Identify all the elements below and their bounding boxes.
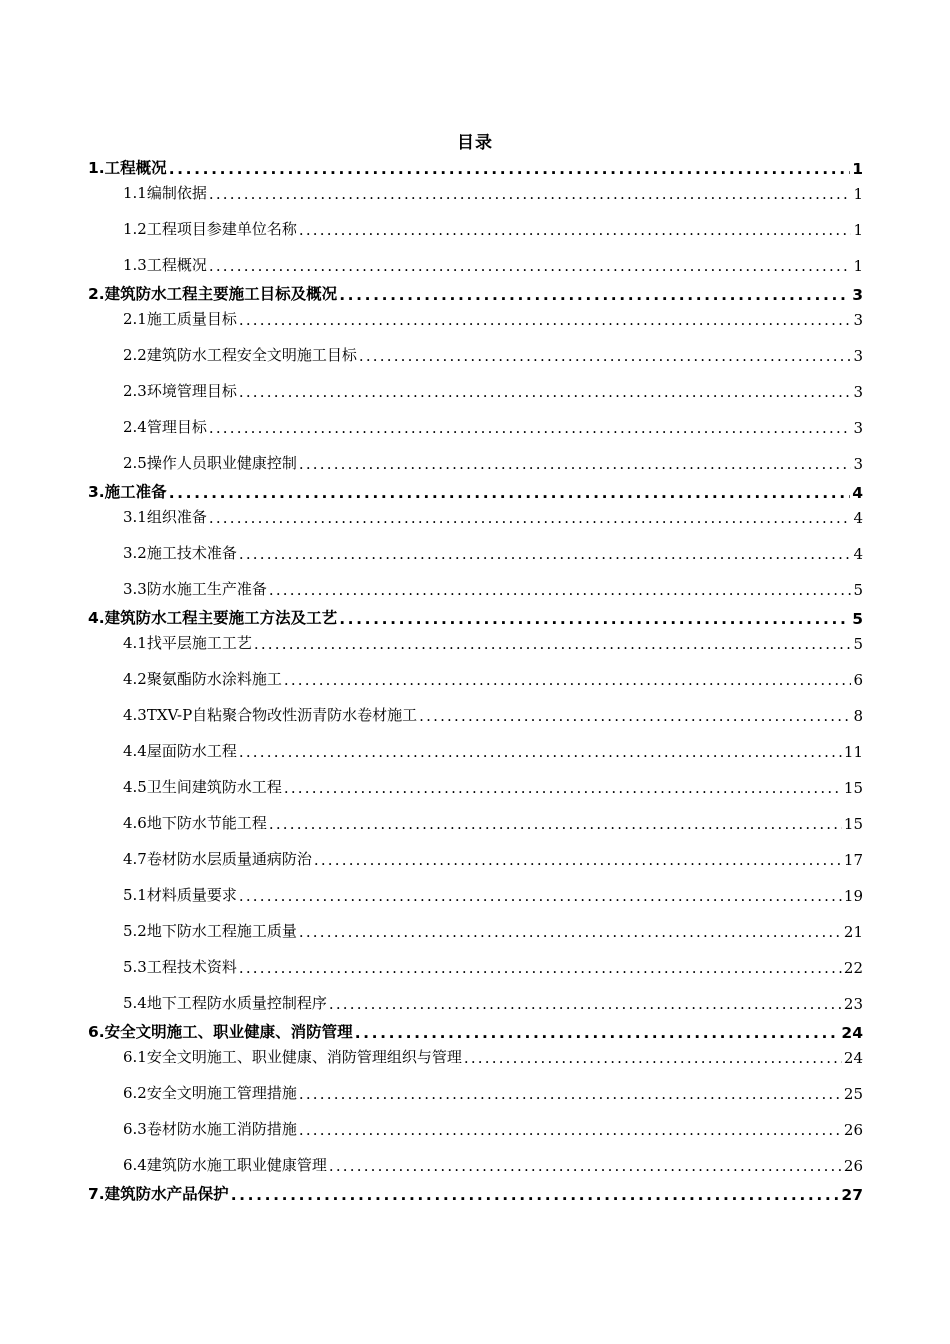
toc-entry-label: 3.2施工技术准备 <box>123 544 237 562</box>
toc-section-entry[interactable] <box>88 150 863 179</box>
toc-entry-label: 5.4地下工程防水质量控制程序 <box>123 994 327 1012</box>
toc-page-number: 6 <box>853 671 863 689</box>
toc-section-entry[interactable] <box>88 1014 863 1043</box>
table-of-contents <box>88 150 863 1205</box>
toc-page-number: 1 <box>853 185 863 203</box>
toc-subsection-entry[interactable] <box>88 906 863 942</box>
toc-subsection-entry[interactable] <box>88 179 863 204</box>
toc-page-number: 22 <box>843 959 863 977</box>
toc-dot-leader <box>239 959 842 978</box>
toc-entry-label: 5.3工程技术资料 <box>123 958 237 976</box>
toc-section-entry[interactable] <box>88 474 863 503</box>
toc-page-number: 5 <box>853 581 863 599</box>
toc-dot-leader <box>339 286 850 305</box>
toc-subsection-entry[interactable] <box>88 305 863 330</box>
toc-subsection-entry[interactable] <box>88 762 863 798</box>
toc-subsection-entry[interactable] <box>88 690 863 726</box>
toc-dot-leader <box>329 1157 842 1176</box>
toc-entry-label: 1.工程概况 <box>88 159 167 177</box>
toc-subsection-entry[interactable] <box>88 438 863 474</box>
toc-dot-leader <box>269 815 842 834</box>
toc-page-number: 5 <box>852 610 863 628</box>
toc-dot-leader <box>464 1049 842 1068</box>
toc-subsection-entry[interactable] <box>88 204 863 240</box>
toc-dot-leader <box>239 383 851 402</box>
toc-page-number: 1 <box>853 257 863 275</box>
toc-page-number: 24 <box>841 1024 863 1042</box>
toc-page-number: 27 <box>841 1186 863 1204</box>
toc-subsection-entry[interactable] <box>88 726 863 762</box>
toc-page-number: 15 <box>843 779 863 797</box>
toc-subsection-entry[interactable] <box>88 564 863 600</box>
toc-page-number: 4 <box>853 545 863 563</box>
toc-entry-label: 5.1材料质量要求 <box>123 886 237 904</box>
toc-page-number: 3 <box>853 311 863 329</box>
toc-dot-leader <box>419 707 851 726</box>
toc-entry-label: 3.3防水施工生产准备 <box>123 580 267 598</box>
toc-dot-leader <box>339 610 850 629</box>
toc-dot-leader <box>284 779 842 798</box>
toc-subsection-entry[interactable] <box>88 503 863 528</box>
toc-entry-label: 4.建筑防水工程主要施工方法及工艺 <box>88 609 338 627</box>
toc-dot-leader <box>209 419 851 438</box>
toc-page-number: 19 <box>843 887 863 905</box>
toc-entry-label: 6.4建筑防水施工职业健康管理 <box>123 1156 327 1174</box>
toc-subsection-entry[interactable] <box>88 654 863 690</box>
toc-dot-leader <box>299 221 851 240</box>
toc-entry-label: 4.2聚氨酯防水涂料施工 <box>123 670 282 688</box>
toc-entry-label: 2.4管理目标 <box>123 418 207 436</box>
toc-dot-leader <box>209 185 851 204</box>
toc-subsection-entry[interactable] <box>88 798 863 834</box>
toc-dot-leader <box>239 545 851 564</box>
toc-page-number: 25 <box>843 1085 863 1103</box>
toc-entry-label: 7.建筑防水产品保护 <box>88 1185 229 1203</box>
toc-section-entry[interactable] <box>88 276 863 305</box>
toc-entry-label: 6.1安全文明施工、职业健康、消防管理组织与管理 <box>123 1048 462 1066</box>
toc-entry-label: 4.6地下防水节能工程 <box>123 814 267 832</box>
toc-entry-label: 6.3卷材防水施工消防措施 <box>123 1120 297 1138</box>
toc-dot-leader <box>329 995 842 1014</box>
toc-entry-label: 1.2工程项目参建单位名称 <box>123 220 297 238</box>
toc-subsection-entry[interactable] <box>88 942 863 978</box>
toc-dot-leader <box>269 581 851 600</box>
toc-entry-label: 4.3TXV-P自粘聚合物改性沥青防水卷材施工 <box>123 706 418 724</box>
toc-page-number: 3 <box>853 455 863 473</box>
toc-dot-leader <box>284 671 851 690</box>
toc-entry-label: 2.3环境管理目标 <box>123 382 237 400</box>
toc-subsection-entry[interactable] <box>88 240 863 276</box>
toc-page-number: 26 <box>843 1157 863 1175</box>
toc-entry-label: 5.2地下防水工程施工质量 <box>123 922 297 940</box>
toc-dot-leader <box>239 743 842 762</box>
toc-subsection-entry[interactable] <box>88 629 863 654</box>
toc-page-number: 1 <box>853 221 863 239</box>
toc-page-number: 23 <box>843 995 863 1013</box>
toc-dot-leader <box>314 851 842 870</box>
toc-entry-label: 4.1找平层施工工艺 <box>123 634 252 652</box>
toc-subsection-entry[interactable] <box>88 1043 863 1068</box>
toc-dot-leader <box>299 1085 842 1104</box>
toc-entry-label: 2.1施工质量目标 <box>123 310 237 328</box>
toc-entry-label: 4.4屋面防水工程 <box>123 742 237 760</box>
toc-subsection-entry[interactable] <box>88 366 863 402</box>
toc-entry-label: 3.1组织准备 <box>123 508 207 526</box>
toc-dot-leader <box>299 923 842 942</box>
toc-dot-leader <box>299 455 851 474</box>
toc-page-number: 8 <box>853 707 863 725</box>
toc-subsection-entry[interactable] <box>88 1104 863 1140</box>
toc-subsection-entry[interactable] <box>88 330 863 366</box>
toc-page-number: 3 <box>853 347 863 365</box>
toc-page-number: 24 <box>843 1049 863 1067</box>
toc-entry-label: 1.1编制依据 <box>123 184 207 202</box>
toc-dot-leader <box>231 1186 840 1205</box>
toc-entry-label: 4.5卫生间建筑防水工程 <box>123 778 282 796</box>
toc-page-number: 1 <box>852 160 863 178</box>
toc-dot-leader <box>209 257 851 276</box>
toc-subsection-entry[interactable] <box>88 870 863 906</box>
toc-section-entry[interactable] <box>88 1176 863 1205</box>
toc-page-number: 5 <box>853 635 863 653</box>
toc-section-entry[interactable] <box>88 600 863 629</box>
toc-dot-leader <box>239 311 851 330</box>
toc-page-number: 3 <box>852 286 863 304</box>
toc-dot-leader <box>209 509 851 528</box>
toc-dot-leader <box>169 160 851 179</box>
toc-page-number: 15 <box>843 815 863 833</box>
toc-dot-leader <box>239 887 842 906</box>
toc-entry-label: 3.施工准备 <box>88 483 167 501</box>
toc-entry-label: 2.2建筑防水工程安全文明施工目标 <box>123 346 357 364</box>
toc-page-number: 11 <box>843 743 863 761</box>
toc-page-number: 4 <box>852 484 863 502</box>
toc-subsection-entry[interactable] <box>88 528 863 564</box>
toc-dot-leader <box>299 1121 842 1140</box>
toc-subsection-entry[interactable] <box>88 834 863 870</box>
toc-dot-leader <box>169 484 851 503</box>
toc-entry-label: 4.7卷材防水层质量通病防治 <box>123 850 312 868</box>
toc-entry-label: 2.建筑防水工程主要施工目标及概况 <box>88 285 338 303</box>
toc-subsection-entry[interactable] <box>88 1068 863 1104</box>
toc-dot-leader <box>355 1024 840 1043</box>
toc-page-number: 17 <box>843 851 863 869</box>
toc-dot-leader <box>254 635 851 654</box>
toc-title: 目录 <box>457 133 493 153</box>
toc-dot-leader <box>359 347 851 366</box>
toc-page-number: 3 <box>853 383 863 401</box>
toc-page-number: 26 <box>843 1121 863 1139</box>
toc-entry-label: 1.3工程概况 <box>123 256 207 274</box>
toc-subsection-entry[interactable] <box>88 978 863 1014</box>
toc-page-number: 4 <box>853 509 863 527</box>
toc-entry-label: 6.安全文明施工、职业健康、消防管理 <box>88 1023 353 1041</box>
toc-entry-label: 2.5操作人员职业健康控制 <box>123 454 297 472</box>
toc-subsection-entry[interactable] <box>88 402 863 438</box>
toc-page-number: 21 <box>843 923 863 941</box>
toc-entry-label: 6.2安全文明施工管理措施 <box>123 1084 297 1102</box>
toc-page-number: 3 <box>853 419 863 437</box>
toc-subsection-entry[interactable] <box>88 1140 863 1176</box>
